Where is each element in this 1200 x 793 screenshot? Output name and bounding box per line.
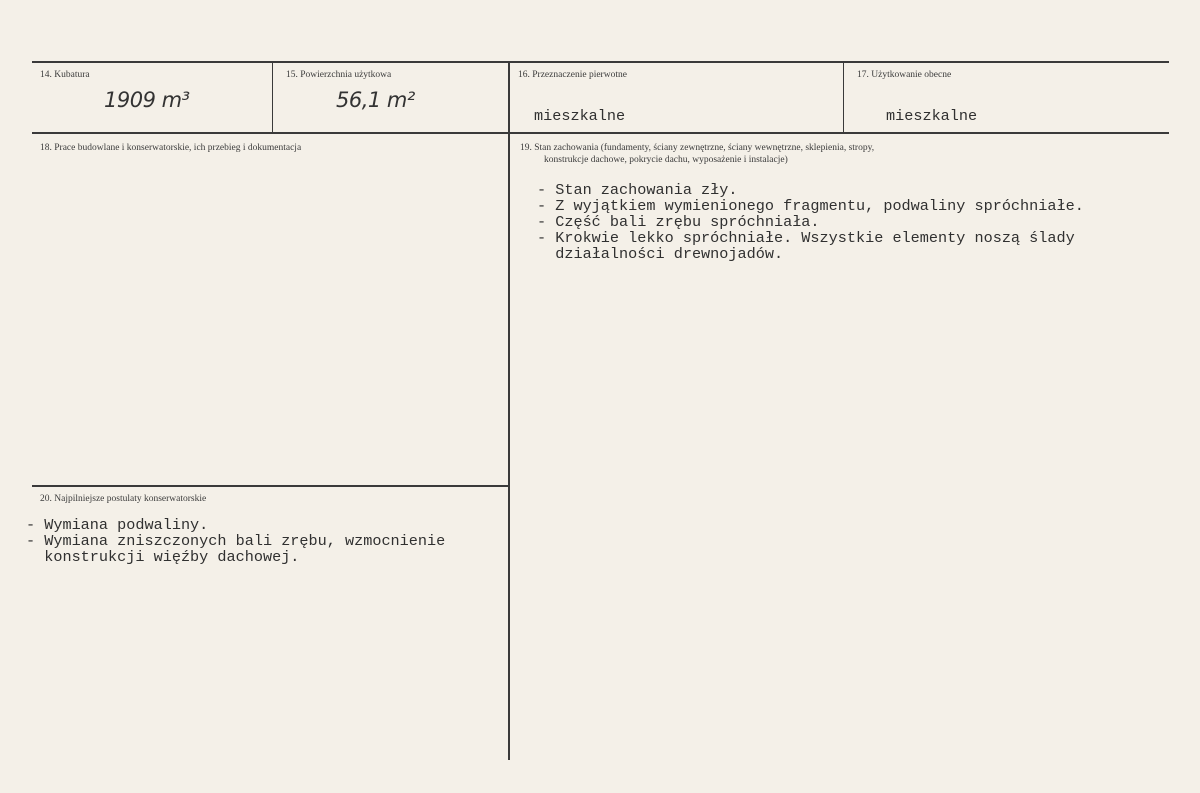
field-16-value: mieszkalne [534, 107, 626, 125]
field-15-value: 56,1 m² [336, 88, 415, 112]
field-19-label-line-1: 19. Stan zachowania (fundamenty, ściany zewnętrzne, ściany wewnętrzne, sklepienia, stropy, [520, 143, 875, 153]
postulate-line: konstrukcji więźby dachowej. [26, 548, 300, 566]
condition-line: - Krokwie lekko spróchniałe. Wszystkie elementy noszą ślady [537, 229, 1075, 247]
row-rule [32, 132, 1169, 134]
field-14-value: 1909 m³ [104, 88, 190, 112]
condition-line: - Z wyjątkiem wymienionego fragmentu, podwaliny spróchniałe. [537, 197, 1084, 215]
condition-line: działalności drewnojadów. [537, 245, 784, 263]
field-19-label-line-2: konstrukcje dachowe, pokrycie dachu, wyposażenie i instalacje) [544, 155, 788, 165]
field-17-label: 17. Użytkowanie obecne [857, 70, 952, 80]
postulate-line: - Wymiana podwaliny. [26, 516, 209, 534]
section-rule [32, 485, 508, 487]
field-14-label: 14. Kubatura [40, 70, 90, 80]
field-20-label: 20. Najpilniejsze postulaty konserwatorskie [40, 494, 207, 504]
postulate-line: - Wymiana zniszczonych bali zrębu, wzmocnienie [26, 532, 446, 550]
col-divider-2 [508, 63, 510, 760]
top-rule [32, 61, 1169, 63]
condition-line: - Stan zachowania zły. [537, 181, 738, 199]
field-18-label: 18. Prace budowlane i konserwatorskie, ich przebieg i dokumentacja [40, 143, 302, 153]
field-16-label: 16. Przeznaczenie pierwotne [518, 70, 627, 80]
condition-line: - Część bali zrębu spróchniała. [537, 213, 820, 231]
field-15-label: 15. Powierzchnia użytkowa [286, 70, 392, 80]
col-divider-1 [272, 63, 273, 133]
col-divider-3 [843, 63, 844, 133]
field-17-value: mieszkalne [886, 107, 978, 125]
